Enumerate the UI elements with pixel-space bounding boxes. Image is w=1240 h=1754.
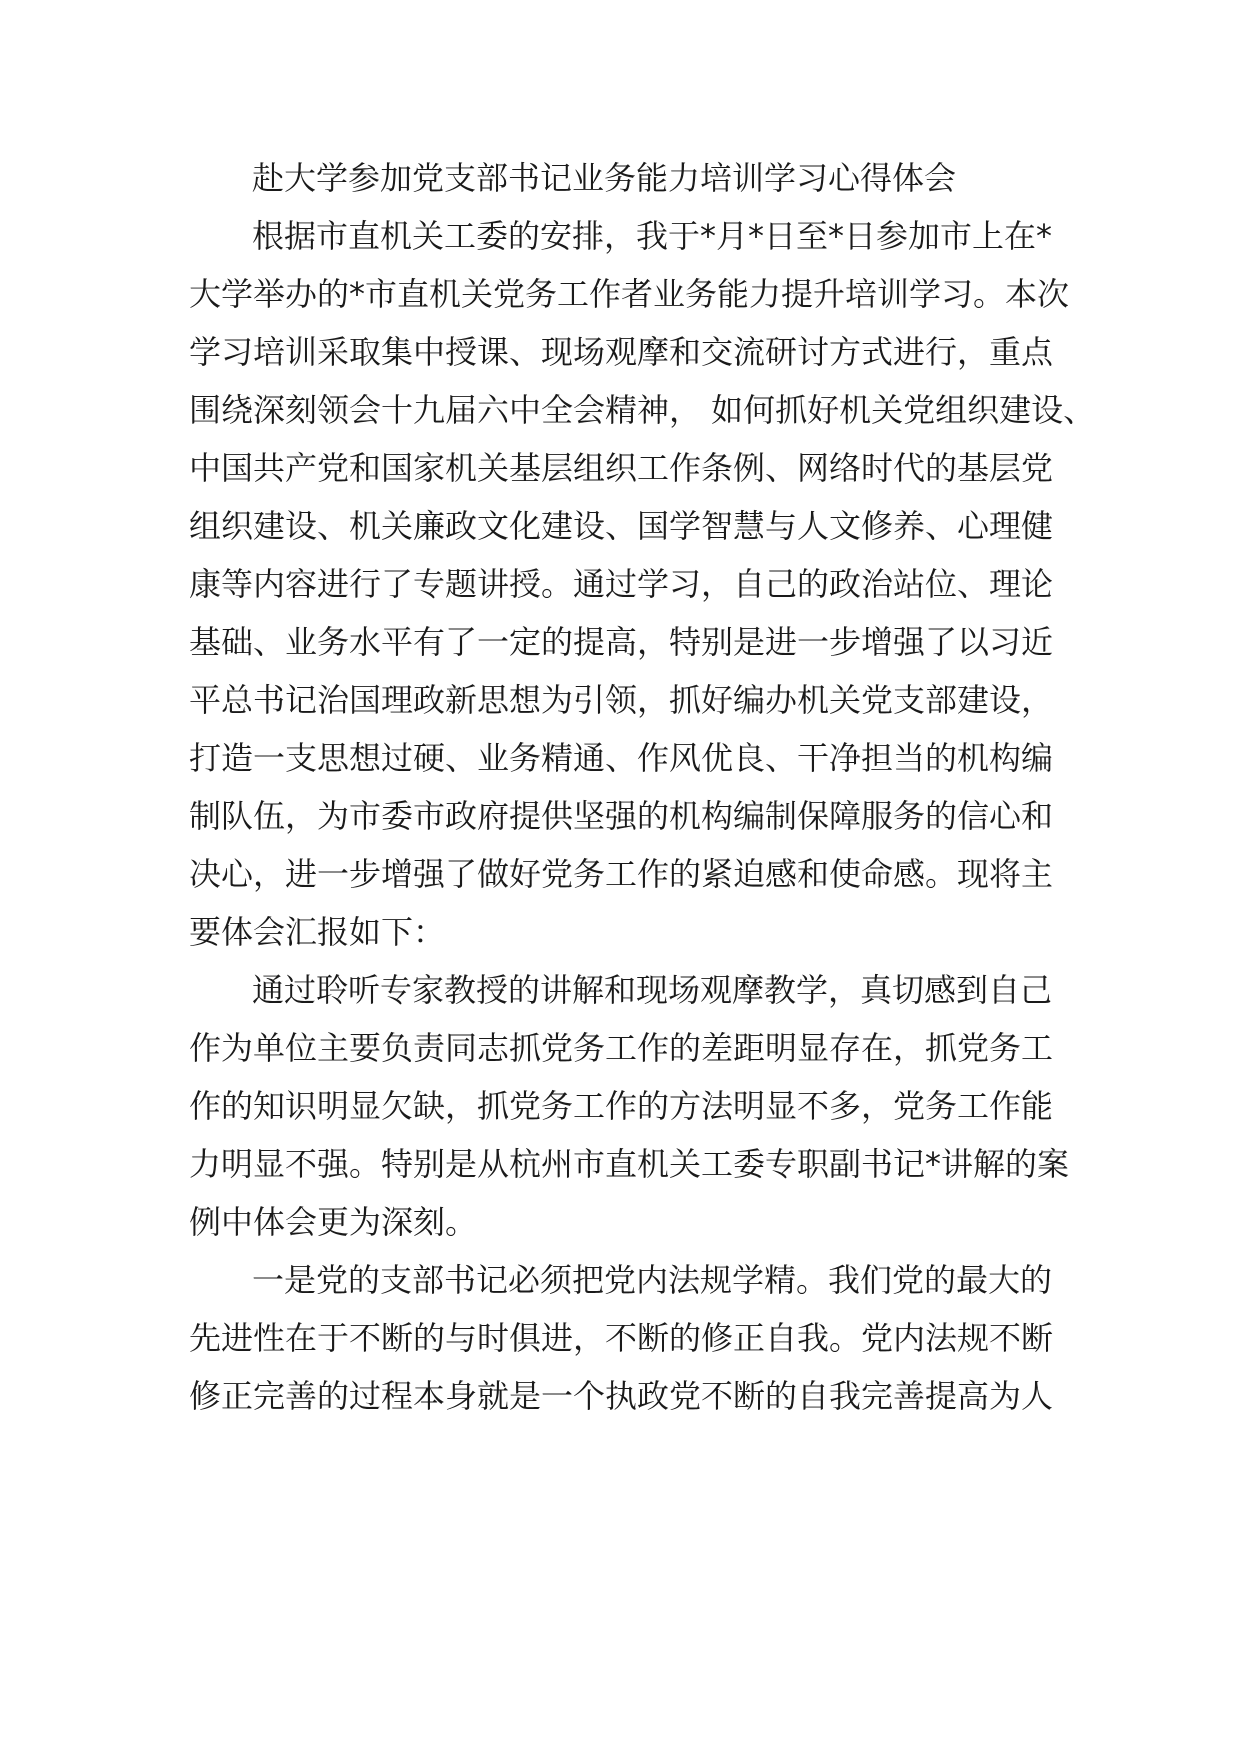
paragraph-1-line-8: 基础、业务水平有了一定的提高，特别是进一步增强了以习近	[189, 623, 1054, 661]
paragraph-2-line-2: 作为单位主要负责同志抓党务工作的差距明显存在，抓党务工	[189, 1029, 1054, 1067]
paragraph-1-line-7: 康等内容进行了专题讲授。通过学习，自己的政治站位、理论	[189, 565, 1054, 603]
paragraph-1-line-3: 学习培训采取集中授课、现场观摩和交流研讨方式进行，重点	[189, 333, 1054, 371]
paragraph-1-line-2: 大学举办的*市直机关党务工作者业务能力提升培训学习。本次	[189, 275, 1070, 313]
paragraph-1-line-12: 决心，进一步增强了做好党务工作的紧迫感和使命感。现将主	[189, 855, 1054, 893]
paragraph-2-line-3: 作的知识明显欠缺，抓党务工作的方法明显不多，党务工作能	[189, 1087, 1054, 1125]
paragraph-1-line-1: 根据市直机关工委的安排，我于*月*日至*日参加市上在*	[252, 217, 1053, 255]
paragraph-1-line-5: 中国共产党和国家机关基层组织工作条例、网络时代的基层党	[189, 449, 1054, 487]
document-title: 赴大学参加党支部书记业务能力培训学习心得体会	[252, 159, 957, 197]
paragraph-3-line-1: 一是党的支部书记必须把党内法规学精。我们党的最大的	[252, 1261, 1053, 1299]
paragraph-2-line-5: 例中体会更为深刻。	[189, 1203, 478, 1241]
paragraph-3-line-3: 修正完善的过程本身就是一个执政党不断的自我完善提高为人	[189, 1377, 1054, 1415]
paragraph-1-line-4: 围绕深刻领会十九届六中全会精神， 如何抓好机关党组织建设、	[189, 391, 1096, 429]
paragraph-1-line-6: 组织建设、机关廉政文化建设、国学智慧与人文修养、心理健	[189, 507, 1054, 545]
paragraph-1-line-13: 要体会汇报如下：	[189, 913, 446, 951]
paragraph-1-line-10: 打造一支思想过硬、业务精通、作风优良、干净担当的机构编	[189, 739, 1054, 777]
paragraph-3-line-2: 先进性在于不断的与时俱进，不断的修正自我。党内法规不断	[189, 1319, 1054, 1357]
paragraph-1-line-11: 制队伍，为市委市政府提供坚强的机构编制保障服务的信心和	[189, 797, 1054, 835]
paragraph-1-line-9: 平总书记治国理政新思想为引领，抓好编办机关党支部建设，	[189, 681, 1054, 719]
paragraph-2-line-4: 力明显不强。特别是从杭州市直机关工委专职副书记*讲解的案	[189, 1145, 1070, 1183]
paragraph-2-line-1: 通过聆听专家教授的讲解和现场观摩教学，真切感到自己	[252, 971, 1053, 1009]
